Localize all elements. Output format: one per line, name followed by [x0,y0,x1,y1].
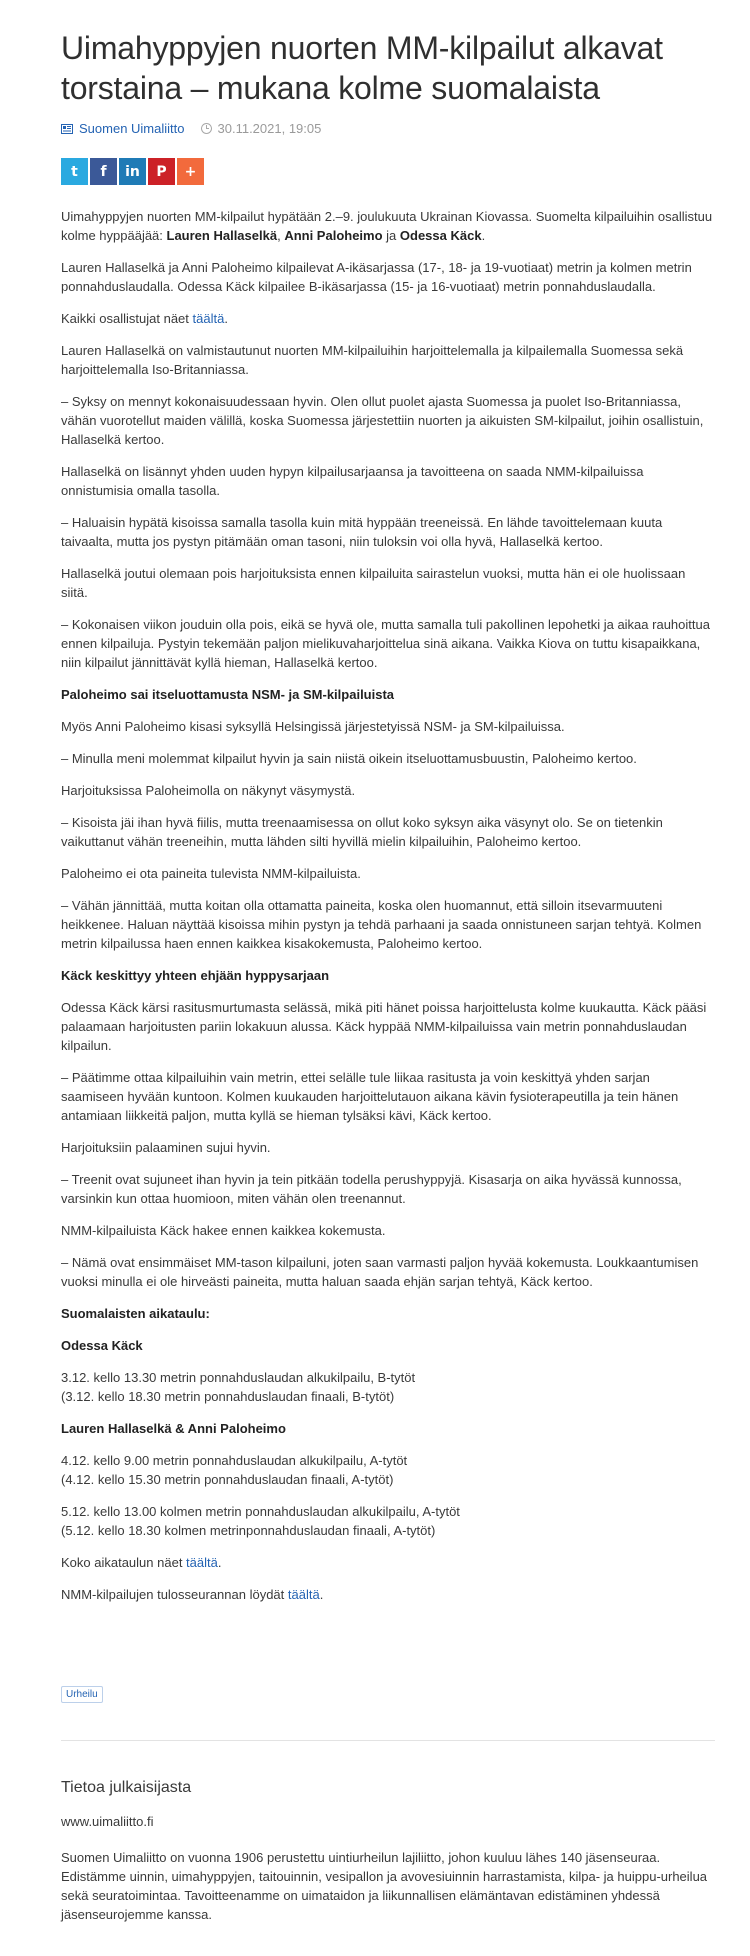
paragraph: Harjoituksissa Paloheimolla on näkynyt väsymystä. [61,783,356,798]
newspaper-icon [61,124,73,134]
paragraph: – Kisoista jäi ihan hyvä fiilis, mutta treenaamisessa on ollut koko syksyn aika väsynyt olo. Se on tietenkin vaikuttanut vähän treeneihin, mutta lähden silti hyvillä mielin kilpailuihin, Paloheimo kertoo. [61,815,663,849]
clock-icon [201,123,212,134]
share-twitter-button[interactable] [61,158,88,185]
paragraph: – Minulla meni molemmat kilpailut hyvin ja sain niistä oikein itseluottamusbuustin, Paloheimo kertoo. [61,751,637,766]
schedule-link[interactable]: täältä [186,1555,218,1570]
paragraph: Lauren Hallaselkä ja Anni Paloheimo kilpailevat A-ikäsarjassa (17-, 18- ja 19-vuotiaat) metrin ja kolmen metrin ponnahduslaudalla. Odessa Käck kilpailee B-ikäsarjassa (15- ja 16-vuotiaat) metrin ponnahduslaudalla. [61,260,692,294]
participants-link[interactable]: täältä [192,311,225,326]
share-more-button[interactable] [177,158,204,185]
schedule-athlete-heading: Lauren Hallaselkä & Anni Paloheimo [61,1421,286,1436]
share-facebook-button[interactable] [90,158,117,185]
schedule-entry: 4.12. kello 9.00 metrin ponnahduslaudan alkukilpailu, A-tytöt (4.12. kello 15.30 metrin ponnahduslaudan finaali, A-tytöt) [61,1453,408,1487]
schedule-heading: Suomalaisten aikataulu: [61,1306,210,1321]
paragraph: Odessa Käck kärsi rasitusmurtumasta selässä, mikä piti hänet poissa harjoittelusta kolme kuukautta. Käck pääsi palaamaan harjoitusten pariin lokakuun alussa. Käck hyppää NMM-kilpailuissa vain metrin ponnahduslaudan kilpailun. [61,1000,707,1053]
paragraph: NMM-kilpailujen tulosseurannan löydät täältä. [61,1587,324,1602]
paragraph: – Kokonaisen viikon jouduin olla pois, eikä se hyvä ole, mutta samalla tuli pakollinen lepohetki ja aikaa rauhoittua ennen kilpailuja. Pystyin tekemään paljon mielikuvaharjoittelua sinä aikana. Vaikka Kiova on tuttu kisapaikkana, niin kilpailut jännittävät kyllä hieman, Hallaselkä kertoo. [61,617,710,670]
publish-date: 30.11.2021, 19:05 [217,121,322,136]
schedule-entry: 3.12. kello 13.30 metrin ponnahduslaudan alkukilpailu, B-tytöt (3.12. kello 18.30 metrin ponnahduslaudan finaali, B-tytöt) [61,1370,416,1404]
paragraph: – Treenit ovat sujuneet ihan hyvin ja tein pitkään todella perushyppyjä. Kisasarja on aika hyvässä kunnossa, varsinkin kun ottaa huomioon, miten vähän olen treenannut. [61,1172,682,1206]
results-link[interactable]: täältä [287,1587,320,1602]
article-meta [61,121,321,136]
plus-icon: + [184,163,197,180]
paragraph: Uimahyppyjen nuorten MM-kilpailut hypätään 2.–9. joulukuuta Ukrainan Kiovassa. Suomelta kilpailuihin osallistuu kolme hyppääjää: Lauren Hallaselkä, Anni Paloheimo ja Odessa Käck. [61,209,713,243]
section-heading: Paloheimo sai itseluottamusta NSM- ja SM-kilpailuista [61,687,395,702]
paragraph: Lauren Hallaselkä on valmistautunut nuorten MM-kilpailuihin harjoittelemalla ja kilpailemalla Suomessa sekä harjoittelemalla Iso-Britanniassa. [61,343,684,377]
paragraph: – Haluaisin hypätä kisoissa samalla tasolla kuin mitä hyppään treeneissä. En lähde tavoittelemaan kuuta taivaalta, mutta jos pystyn pitämään oman tasoni, niin tuloksin voi olla hyvä, Hallaselkä kertoo. [61,515,663,549]
about-publisher-title: Tietoa julkaisijasta [61,1779,192,1796]
publisher-link[interactable] [61,121,185,136]
section-heading: Käck keskittyy yhteen ehjään hyppysarjaan [61,968,330,983]
schedule-entry: 5.12. kello 13.00 kolmen metrin ponnahduslaudan alkukilpailu, A-tytöt (5.12. kello 18.30 kolmen metrinponnahduslaudan finaali, A-tytöt) [61,1504,460,1538]
share-linkedin-button[interactable] [119,158,146,185]
category-tag[interactable]: Urheilu [61,1686,103,1703]
share-pinterest-button[interactable] [148,158,175,185]
publisher-url[interactable]: www.uimaliitto.fi [61,1814,154,1829]
schedule-athlete-heading: Odessa Käck [61,1338,143,1353]
paragraph: Hallaselkä on lisännyt yhden uuden hypyn kilpailusarjaansa ja tavoitteena on saada NMM-kilpailuissa onnistumisia omalla tasolla. [61,464,644,498]
paragraph: – Vähän jännittää, mutta koitan olla ottamatta paineita, koska olen huomannut, että silloin itsevarmuuteni heikkenee. Haluan näyttää kisoissa mihin pystyn ja tehdä parhaani ja saada onnistuneen sarjan tehtyä. Kolmen metrin kilpailussa haen ennen kaikkea kisakokemusta, Paloheimo kertoo. [61,898,702,951]
paragraph: – Nämä ovat ensimmäiset MM-tason kilpailuni, joten saan varmasti paljon hyvää kokemusta. Loukkaantumisen vuoksi minulla ei ole hirveästi paineita, mutta haluan saada ehjän sarjan tehtyä, Käck kertoo. [61,1255,699,1289]
pinterest-icon: P [156,163,167,180]
publisher-description: Suomen Uimaliitto on vuonna 1906 perustettu uintiurheilun lajiliitto, johon kuuluu lähes 140 jäsenseuraa. Edistämme uinnin, uimahyppyjen, taitouinnin, vesipallon ja avovesiuinnin harrastamista, kilpa- ja huippu-urheilua sekä seuratoimintaa. Tavoitteenamme on uimataidon ja liikunnallisen elämäntavan edistäminen yhdessä jäsenseurojemme kanssa. [61,1850,708,1922]
paragraph: – Päätimme ottaa kilpailuihin vain metrin, ettei selälle tule liikaa rasitusta ja voin keskittyä yhden sarjan saamiseen hyvään kuntoon. Kolmen kuukauden harjoittelutauon aikana kävin fysioterapeutilla ja tein hänen antamiaan liikkeitä paljon, mutta kyllä se hieman tylsäksi kävi, Käck kertoo. [61,1070,679,1123]
article-title: Uimahyppyjen nuorten MM-kilpailut alkavat torstaina – mukana kolme suomalaista [61,30,663,106]
paragraph: Myös Anni Paloheimo kisasi syksyllä Helsingissä järjestetyissä NSM- ja SM-kilpailuissa. [61,719,565,734]
twitter-icon: t [71,163,78,180]
article-body [61,207,715,1617]
paragraph: NMM-kilpailuista Käck hakee ennen kaikkea kokemusta. [61,1223,386,1238]
publisher-name: Suomen Uimaliitto [79,121,185,136]
paragraph: – Syksy on mennyt kokonaisuudessaan hyvin. Olen ollut puolet ajasta Suomessa ja puolet Iso-Britanniassa, vähän vuorotellut maiden välillä, koska Suomessa järjestettiin nuorten ja aikuisten SM-kilpailut, joihin osallistuin, Hallaselkä kertoo. [61,394,704,447]
share-buttons [61,158,204,185]
paragraph: Koko aikataulun näet täältä. [61,1555,222,1570]
divider [61,1740,715,1741]
paragraph: Kaikki osallistujat näet täältä. [61,311,228,326]
linkedin-icon: in [125,163,140,180]
facebook-icon: f [100,163,107,180]
paragraph: Paloheimo ei ota paineita tulevista NMM-kilpailuista. [61,866,361,881]
paragraph: Hallaselkä joutui olemaan pois harjoituksista ennen kilpailuita sairastelun vuoksi, mutta hän ei ole huolissaan siitä. [61,566,686,600]
paragraph: Harjoituksiin palaaminen sujui hyvin. [61,1140,271,1155]
